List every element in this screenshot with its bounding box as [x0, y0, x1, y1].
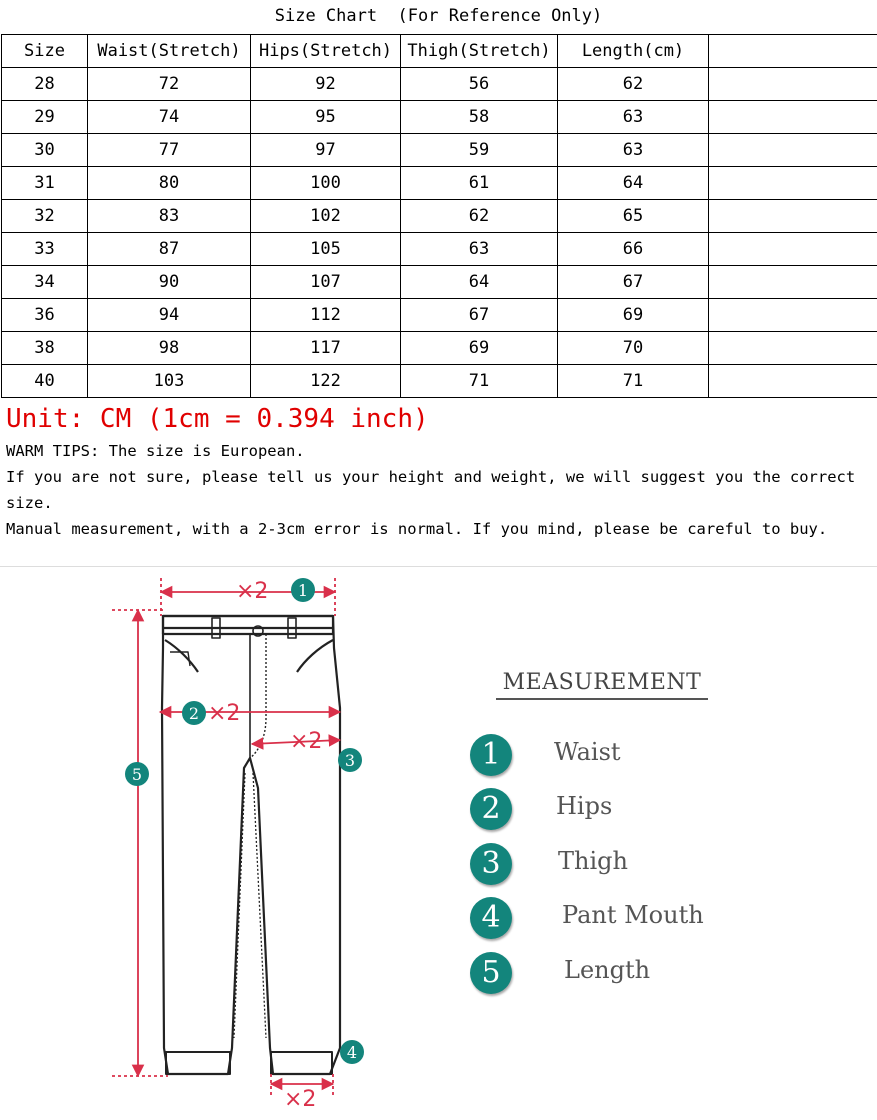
- table-row: [2, 101, 877, 134]
- table-cell: 80: [88, 167, 251, 200]
- table-cell: [709, 68, 877, 101]
- table-row: [2, 200, 877, 233]
- table-cell: [709, 101, 877, 134]
- pants-illustration: [162, 616, 340, 1074]
- table-cell: 90: [88, 266, 251, 299]
- table-cell: 92: [251, 68, 401, 101]
- table-cell: 30: [2, 134, 88, 167]
- hips-multiplier: ×2: [208, 701, 241, 726]
- chart-title: Size Chart (For Reference Only): [274, 6, 603, 26]
- size-table: [1, 34, 877, 398]
- table-cell: 32: [2, 200, 88, 233]
- table-cell: 117: [251, 332, 401, 365]
- table-cell: 74: [88, 101, 251, 134]
- header-hips: Hips(Stretch): [251, 35, 401, 68]
- table-cell: [709, 134, 877, 167]
- table-row: [2, 167, 877, 200]
- table-cell: 87: [88, 233, 251, 266]
- legend-title: MEASUREMENT: [496, 668, 708, 700]
- table-header-row: [2, 35, 877, 68]
- table-cell: 102: [251, 200, 401, 233]
- table-cell: [709, 167, 877, 200]
- table-body: [2, 68, 877, 398]
- number-4-icon: 4: [470, 897, 512, 939]
- measurement-lines: [112, 578, 340, 1098]
- table-cell: 62: [401, 200, 558, 233]
- table-row: [2, 68, 877, 101]
- table-cell: 61: [401, 167, 558, 200]
- warm-tips: [6, 438, 872, 542]
- table-cell: 64: [558, 167, 709, 200]
- table-cell: 71: [401, 365, 558, 398]
- marker-5-label: 5: [131, 765, 143, 784]
- table-cell: 63: [401, 233, 558, 266]
- table-cell: 98: [88, 332, 251, 365]
- table-cell: 63: [558, 101, 709, 134]
- table-cell: 66: [558, 233, 709, 266]
- header-thigh: Thigh(Stretch): [401, 35, 558, 68]
- table-cell: 62: [558, 68, 709, 101]
- table-cell: 105: [251, 233, 401, 266]
- table-cell: 67: [558, 266, 709, 299]
- table-cell: 33: [2, 233, 88, 266]
- number-3-icon: 3: [470, 843, 512, 885]
- number-2-icon: 2: [470, 788, 512, 830]
- table-cell: 69: [401, 332, 558, 365]
- marker-2-label: 2: [188, 704, 200, 723]
- header-waist: Waist(Stretch): [88, 35, 251, 68]
- tip-line: WARM TIPS: The size is European.: [6, 442, 305, 460]
- table-cell: 38: [2, 332, 88, 365]
- table-cell: 69: [558, 299, 709, 332]
- marker-1-label: 1: [297, 581, 309, 600]
- legend-label: Thigh: [558, 847, 628, 875]
- table-cell: 70: [558, 332, 709, 365]
- table-cell: [709, 332, 877, 365]
- legend-label: Hips: [556, 792, 613, 820]
- table-cell: 103: [88, 365, 251, 398]
- marker-3-label: 3: [344, 751, 356, 770]
- table-cell: [709, 200, 877, 233]
- legend-label: Waist: [554, 738, 621, 766]
- unit-note: Unit: CM (1cm = 0.394 inch): [6, 404, 429, 434]
- table-cell: 83: [88, 200, 251, 233]
- table-cell: 71: [558, 365, 709, 398]
- table-cell: 122: [251, 365, 401, 398]
- table-cell: 36: [2, 299, 88, 332]
- marker-4-label: 4: [346, 1043, 358, 1062]
- number-1-icon: 1: [470, 734, 512, 776]
- thigh-multiplier: ×2: [290, 729, 323, 754]
- table-row: [2, 365, 877, 398]
- table-cell: 28: [2, 68, 88, 101]
- table-cell: 59: [401, 134, 558, 167]
- table-cell: 63: [558, 134, 709, 167]
- table-cell: 97: [251, 134, 401, 167]
- table-cell: 94: [88, 299, 251, 332]
- table-cell: 67: [401, 299, 558, 332]
- table-cell: 34: [2, 266, 88, 299]
- table-cell: 58: [401, 101, 558, 134]
- header-size: Size: [2, 35, 88, 68]
- table-cell: [709, 266, 877, 299]
- header-length: Length(cm): [558, 35, 709, 68]
- table-cell: 77: [88, 134, 251, 167]
- waist-multiplier: ×2: [236, 579, 269, 604]
- table-cell: 100: [251, 167, 401, 200]
- table-row: [2, 332, 877, 365]
- table-cell: [709, 365, 877, 398]
- table-cell: 72: [88, 68, 251, 101]
- table-cell: 31: [2, 167, 88, 200]
- table-cell: 56: [401, 68, 558, 101]
- tip-line: Manual measurement, with a 2-3cm error is normal. If you mind, please be careful to buy.: [6, 520, 828, 538]
- header-empty: [709, 35, 877, 68]
- table-cell: 107: [251, 266, 401, 299]
- pant-mouth-multiplier: ×2: [284, 1087, 317, 1112]
- legend-label: Pant Mouth: [562, 901, 704, 929]
- table-cell: 112: [251, 299, 401, 332]
- table-cell: [709, 299, 877, 332]
- table-cell: [709, 233, 877, 266]
- tip-line: If you are not sure, please tell us your height and weight, we will suggest you the correct size.: [6, 468, 856, 512]
- divider: [0, 566, 877, 567]
- legend-label: Length: [564, 956, 651, 984]
- table-cell: 64: [401, 266, 558, 299]
- table-cell: 65: [558, 200, 709, 233]
- pants-diagram: [0, 568, 470, 1120]
- table-row: [2, 299, 877, 332]
- table-cell: 29: [2, 101, 88, 134]
- table-row: [2, 134, 877, 167]
- table-row: [2, 266, 877, 299]
- number-5-icon: 5: [470, 952, 512, 994]
- table-cell: 95: [251, 101, 401, 134]
- table-row: [2, 233, 877, 266]
- table-cell: 40: [2, 365, 88, 398]
